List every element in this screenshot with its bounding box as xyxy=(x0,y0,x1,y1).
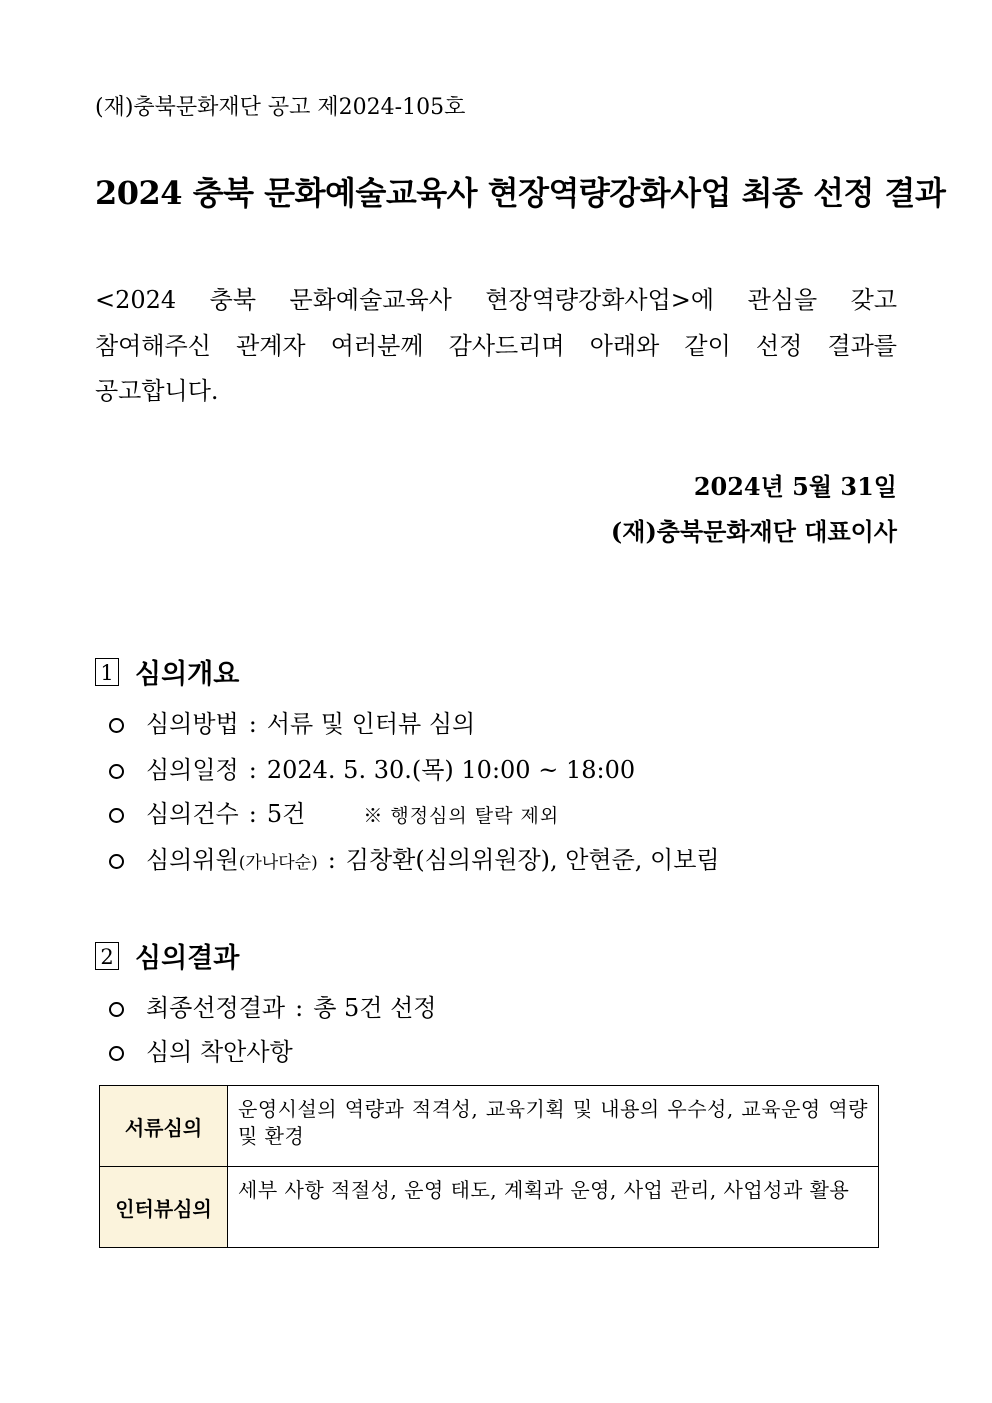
item-label: 최종선정결과 xyxy=(146,994,286,1022)
circle-bullet-icon xyxy=(109,1002,124,1017)
item-value: 2024. 5. 30.(목) 10:00 ~ 18:00 xyxy=(266,756,636,784)
section-number-box: 2 xyxy=(95,942,119,970)
item-label: 심의일정 xyxy=(146,756,239,784)
colon-separator: : xyxy=(248,756,257,784)
criteria-label-cell: 인터뷰심의 xyxy=(100,1167,228,1248)
section-2-heading xyxy=(95,936,239,975)
colon-separator: : xyxy=(248,710,257,738)
exclusion-note: ※ 행정심의 탈락 제외 xyxy=(363,805,560,827)
colon-separator: : xyxy=(327,846,336,874)
publisher: (재)충북문화재단 대표이사 xyxy=(610,517,897,546)
review-method-item xyxy=(109,704,475,739)
table-row xyxy=(100,1167,879,1248)
circle-bullet-icon xyxy=(109,764,124,779)
item-label-suffix: (가나다순) xyxy=(238,853,318,873)
section-title: 심의결과 xyxy=(135,943,240,974)
intro-line-2: 참여해주신 관계자 여러분께 감사드리며 아래와 같이 선정 결과를 xyxy=(95,332,897,360)
intro-line-3: 공고합니다. xyxy=(95,377,219,405)
item-value: 총 5건 선정 xyxy=(313,994,437,1022)
item-value: 5건 xyxy=(266,800,306,828)
review-criteria-table xyxy=(99,1085,879,1248)
criteria-label-cell: 서류심의 xyxy=(100,1086,228,1167)
review-criteria-item xyxy=(109,1032,293,1067)
final-selection-item xyxy=(109,988,436,1023)
circle-bullet-icon xyxy=(109,808,124,823)
circle-bullet-icon xyxy=(109,1046,124,1061)
document-title: 2024 충북 문화예술교육사 현장역량강화사업 최종 선정 결과 xyxy=(95,174,946,212)
publication-date: 2024년 5월 31일 xyxy=(693,472,897,501)
item-label: 심의위원 xyxy=(146,846,239,874)
section-title: 심의개요 xyxy=(135,659,240,690)
circle-bullet-icon xyxy=(109,718,124,733)
item-value: 김창환(심의위원장), 안현준, 이보림 xyxy=(345,846,720,874)
section-number-box: 1 xyxy=(95,658,119,686)
review-count-item xyxy=(109,794,559,829)
criteria-desc-cell: 세부 사항 적절성, 운영 태도, 계획과 운영, 사업 관리, 사업성과 활용 xyxy=(228,1167,879,1248)
item-label: 심의방법 xyxy=(146,710,239,738)
item-value: 서류 및 인터뷰 심의 xyxy=(266,710,476,738)
notice-number: (재)충북문화재단 공고 제2024-105호 xyxy=(95,95,466,120)
item-label: 심의 착안사항 xyxy=(146,1038,293,1066)
colon-separator: : xyxy=(295,994,304,1022)
review-committee-item xyxy=(109,840,720,875)
intro-line-1: <2024 충북 문화예술교육사 현장역량강화사업>에 관심을 갖고 xyxy=(95,286,897,314)
table-row xyxy=(100,1086,879,1167)
section-1-heading xyxy=(95,652,239,691)
review-schedule-item xyxy=(109,750,635,785)
criteria-desc-cell: 운영시설의 역량과 적격성, 교육기획 및 내용의 우수성, 교육운영 역량 및 환경 xyxy=(228,1086,879,1167)
item-label: 심의건수 xyxy=(146,800,239,828)
circle-bullet-icon xyxy=(109,854,124,869)
colon-separator: : xyxy=(248,800,257,828)
